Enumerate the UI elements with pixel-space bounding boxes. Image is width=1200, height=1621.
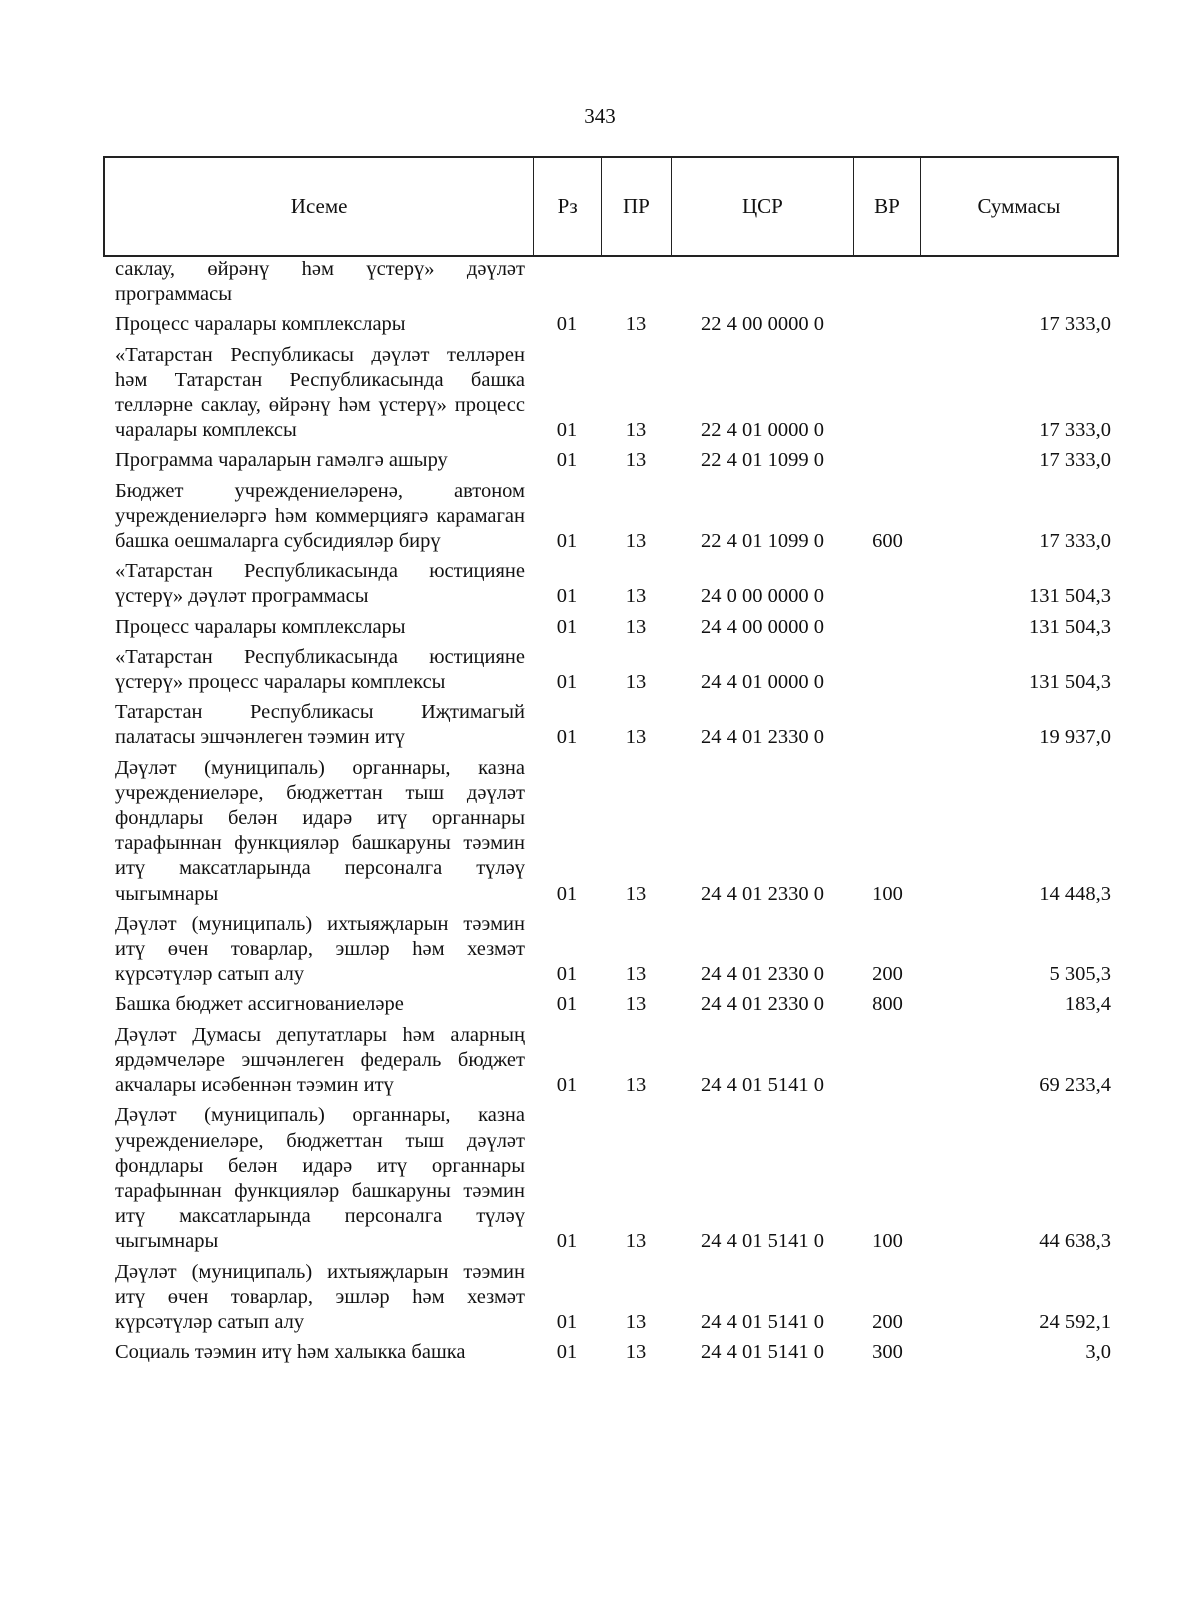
row-vr: 100 xyxy=(872,882,903,905)
row-name: саклау, өйрәнү һәм үстерү» дәүләт программасы xyxy=(115,258,525,306)
row-vr xyxy=(854,615,921,640)
row-name: Башка бюджет ассигнованиеләре xyxy=(115,993,404,1016)
row-name: Дәүләт Думасы депутатлары һәм аларның ярдәмчеләре эшчәнлеген федераль бюджет акчалары исәбеннән тәэмин итү xyxy=(115,1023,525,1097)
table-row xyxy=(103,1340,1119,1365)
row-rz: 01 xyxy=(556,993,578,1016)
row-sum: 44 638,3 xyxy=(1039,1230,1111,1253)
table-row xyxy=(103,615,1119,640)
table-row xyxy=(103,645,1119,695)
row-csr: 22 4 00 0000 0 xyxy=(701,313,824,336)
row-csr: 22 4 01 0000 0 xyxy=(701,419,824,442)
header-sum: Суммасы xyxy=(920,158,1117,255)
header-csr: ЦСР xyxy=(671,158,853,255)
row-csr: 24 4 00 0000 0 xyxy=(701,615,824,638)
row-rz: 01 xyxy=(556,1230,578,1253)
row-name: Программа чараларын гамәлгә ашыру xyxy=(115,449,448,472)
page-number: 343 xyxy=(584,104,616,128)
table-row xyxy=(103,257,1119,307)
row-sum: 69 233,4 xyxy=(1039,1074,1111,1097)
row-vr: 800 xyxy=(872,993,903,1016)
row-rz xyxy=(533,257,601,307)
row-rz: 01 xyxy=(556,963,578,986)
row-csr: 24 0 00 0000 0 xyxy=(701,585,824,608)
header-name: Исеме xyxy=(290,194,348,218)
row-name: Процесс чаралары комплекслары xyxy=(115,313,406,336)
row-vr xyxy=(854,559,921,609)
row-rz: 01 xyxy=(556,615,578,638)
table-row xyxy=(103,912,1119,988)
table-row xyxy=(103,559,1119,609)
row-sum: 17 333,0 xyxy=(1039,313,1111,336)
table-row xyxy=(103,1260,1119,1336)
row-csr: 24 4 01 2330 0 xyxy=(701,993,824,1016)
row-sum: 3,0 xyxy=(1085,1341,1111,1364)
row-pr: 13 xyxy=(625,993,647,1016)
row-vr xyxy=(854,312,921,337)
row-sum xyxy=(921,257,1119,307)
row-name: Дәүләт (муниципаль) органнары, казна учреждениеләре, бюджеттан тыш дәүләт фондлары белән идарә итү органнары тарафыннан функцияләр башкаруны тәэмин итү максатларында персоналга түләү чыгымнары xyxy=(115,756,525,905)
row-pr: 13 xyxy=(625,615,647,638)
row-name: Процесс чаралары комплекслары xyxy=(115,615,406,638)
row-pr: 13 xyxy=(625,1074,647,1097)
row-rz: 01 xyxy=(556,1074,578,1097)
row-vr: 100 xyxy=(872,1230,903,1253)
row-pr: 13 xyxy=(625,882,647,905)
row-sum: 17 333,0 xyxy=(1039,530,1111,553)
row-name: Бюджет учреждениеләренә, автоном учреждениеләргә һәм коммерциягә карамаган башка оешмаларга субсидияләр бирү xyxy=(115,479,525,553)
row-csr xyxy=(671,257,854,307)
row-name: Дәүләт (муниципаль) органнары, казна учреждениеләре, бюджеттан тыш дәүләт фондлары белән идарә итү органнары тарафыннан функцияләр башкаруны тәэмин итү максатларында персоналга түләү чыгымнары xyxy=(115,1104,525,1253)
row-sum: 14 448,3 xyxy=(1039,882,1111,905)
row-pr: 13 xyxy=(625,419,647,442)
table-row xyxy=(103,479,1119,555)
table-row xyxy=(103,992,1119,1017)
row-pr: 13 xyxy=(625,963,647,986)
row-sum: 24 592,1 xyxy=(1039,1310,1111,1333)
table-row xyxy=(103,1023,1119,1099)
row-rz: 01 xyxy=(556,671,578,694)
row-pr: 13 xyxy=(625,449,647,472)
table-row xyxy=(103,312,1119,337)
row-pr: 13 xyxy=(625,530,647,553)
row-vr xyxy=(854,645,921,695)
row-name: Татарстан Республикасы Иҗтимагый палатасы эшчәнлеген тәэмин итү xyxy=(115,701,525,749)
row-sum: 131 504,3 xyxy=(1029,615,1111,638)
row-vr xyxy=(854,257,921,307)
row-rz: 01 xyxy=(556,530,578,553)
row-vr xyxy=(854,700,921,750)
row-pr: 13 xyxy=(625,1341,647,1364)
row-vr: 200 xyxy=(872,963,903,986)
row-csr: 24 4 01 5141 0 xyxy=(701,1310,824,1333)
row-vr: 600 xyxy=(872,530,903,553)
row-name: Дәүләт (муниципаль) ихтыяҗларын тәэмин итү өчен товарлар, эшләр һәм хезмәт күрсәтүләр сатып алу xyxy=(115,1260,525,1333)
row-vr xyxy=(854,343,921,444)
row-vr: 300 xyxy=(872,1341,903,1364)
row-name: «Татарстан Республикасында юстицияне үстерү» процесс чаралары комплексы xyxy=(115,645,525,694)
row-vr: 200 xyxy=(872,1310,903,1333)
row-rz: 01 xyxy=(556,585,578,608)
row-name: «Татарстан Республикасы дәүләт телләрен һәм Татарстан Республикасында башка телләрне саклау, өйрәнү һәм үстерү» процесс чаралары комплексы xyxy=(115,343,525,442)
row-sum: 5 305,3 xyxy=(1049,963,1111,986)
header-pr: ПР xyxy=(601,158,671,255)
row-name: Дәүләт (муниципаль) ихтыяҗларын тәэмин итү өчен товарлар, эшләр һәм хезмәт күрсәтүләр сатып алу xyxy=(115,912,525,986)
row-rz: 01 xyxy=(556,882,578,905)
row-sum: 17 333,0 xyxy=(1039,449,1111,472)
row-vr xyxy=(854,1023,921,1099)
row-pr: 13 xyxy=(625,1310,647,1333)
row-pr xyxy=(601,257,671,307)
row-csr: 24 4 01 2330 0 xyxy=(701,963,824,986)
table-row xyxy=(103,1103,1119,1254)
row-name: «Татарстан Республикасында юстицияне үстерү» дәүләт программасы xyxy=(115,560,525,608)
row-sum: 183,4 xyxy=(1064,993,1111,1016)
budget-table xyxy=(103,156,1119,1365)
row-csr: 24 4 01 5141 0 xyxy=(701,1074,824,1097)
row-pr: 13 xyxy=(625,585,647,608)
row-sum: 131 504,3 xyxy=(1029,585,1111,608)
header-rz: Рз xyxy=(533,158,601,255)
row-csr: 24 4 01 2330 0 xyxy=(701,882,824,905)
row-sum: 131 504,3 xyxy=(1029,671,1111,694)
row-csr: 24 4 01 0000 0 xyxy=(701,671,824,694)
row-csr: 24 4 01 5141 0 xyxy=(701,1230,824,1253)
table-header xyxy=(103,156,1119,257)
row-sum: 17 333,0 xyxy=(1039,419,1111,442)
row-rz: 01 xyxy=(556,449,578,472)
row-vr xyxy=(854,448,921,473)
row-rz: 01 xyxy=(556,1310,578,1333)
row-pr: 13 xyxy=(625,313,647,336)
row-pr: 13 xyxy=(625,726,647,749)
row-rz: 01 xyxy=(556,313,578,336)
row-rz: 01 xyxy=(556,1341,578,1364)
table-body xyxy=(103,257,1119,1365)
row-csr: 22 4 01 1099 0 xyxy=(701,530,824,553)
row-csr: 22 4 01 1099 0 xyxy=(701,449,824,472)
row-csr: 24 4 01 2330 0 xyxy=(701,726,824,749)
table-row xyxy=(103,756,1119,907)
table-row xyxy=(103,700,1119,750)
row-csr: 24 4 01 5141 0 xyxy=(701,1341,824,1364)
row-sum: 19 937,0 xyxy=(1039,726,1111,749)
table-row xyxy=(103,343,1119,444)
row-rz: 01 xyxy=(556,726,578,749)
row-pr: 13 xyxy=(625,671,647,694)
row-pr: 13 xyxy=(625,1230,647,1253)
table-row xyxy=(103,448,1119,473)
row-rz: 01 xyxy=(556,419,578,442)
row-name: Социаль тәэмин итү һәм халыкка башка xyxy=(115,1341,466,1364)
header-vr: ВР xyxy=(853,158,920,255)
